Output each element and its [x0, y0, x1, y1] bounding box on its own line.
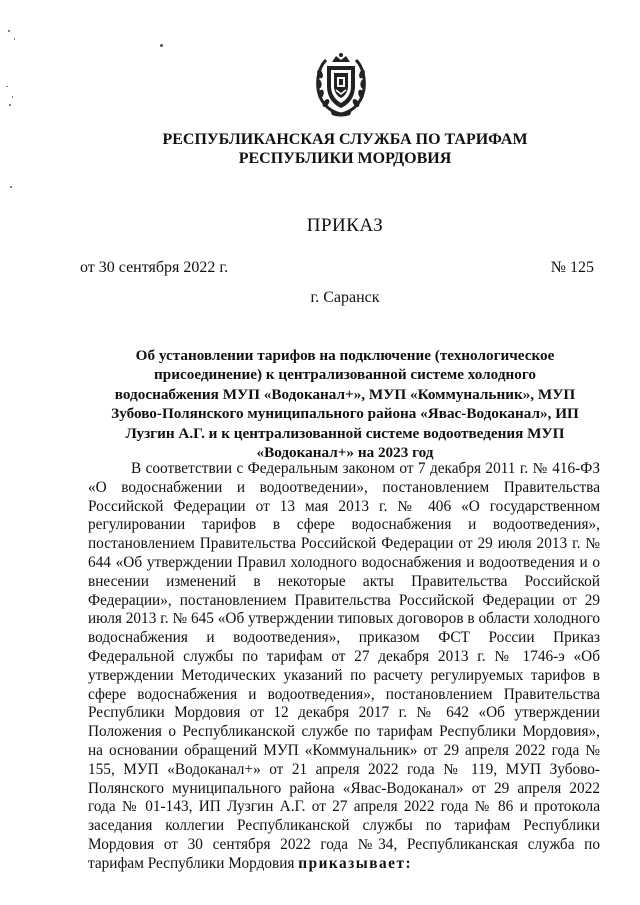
orders-word: приказывает: — [298, 854, 413, 872]
coat-of-arms-icon — [312, 52, 370, 118]
scan-speck — [160, 44, 163, 47]
scan-speck — [9, 104, 11, 106]
scan-speck — [6, 86, 8, 87]
body-paragraph — [88, 460, 600, 874]
document-body — [88, 460, 600, 874]
document-type: ПРИКАЗ — [306, 215, 384, 236]
scan-speck — [14, 38, 15, 40]
scan-speck — [10, 186, 12, 188]
document-date: от 30 сентября 2022 г. — [80, 259, 229, 276]
agency-name-line-1: РЕСПУБЛИКАНСКАЯ СЛУЖБА ПО ТАРИФАМ — [162, 131, 528, 148]
scan-speck — [12, 96, 13, 98]
agency-name-line-2: РЕСПУБЛИКИ МОРДОВИЯ — [238, 150, 452, 167]
document-subject: Об установлении тарифов на подключение (технологическое присоединение) к централизованной системе холодного водоснабжения МУП «Водоканал+», МУП «Коммунальник», МУП Зубово-Полянского муниципального района «Явас-Водоканал», ИП Лузгин А.Г. и к централизованной системе водоотведения МУП «Водоканал+» на 2023 год — [111, 347, 579, 462]
scan-speck — [8, 30, 10, 32]
body-text: В соответствии с Федеральным законом от 7 декабря 2011 г. № 416-ФЗ «О водоснабжении и водоотведении», постановлением Правительства Российской Федерации от 13 мая 2013 г. № 406 «О государственном регулировании тарифов в сфере водоснабжения и водоотведения», постановлением Правительства Российской Федерации от 29 июля 2013 г. № 644 «Об утверждении Правил холодного водоснабжения и водоотведения и о внесении изменений в некоторые акты Правительства Российской Федерации», постановлением Правительства Российской Федерации от 29 июля 2013 г. № 645 «Об утверждении типовых договоров в области холодного водоснабжения и водоотведения», приказом ФСТ России Приказ Федеральной службы по тарифам от 27 декабря 2013 г. № 1746-э «Об утверждении Методических указаний по расчету регулируемых тарифов в сфере водоснабжения и водоотведения», постановлением Правительства Республики Мордовия от 12 декабря 2017 г. № 642 «Об утверждении Положения о Республиканской службе по тарифам Республики Мордовия», на основании обращений МУП «Коммунальник» от 29 апреля 2022 года № 155, МУП «Водоканал+» от 21 апреля 2022 года № 119, МУП Зубово-Полянского муниципального района «Явас-Водоканал» от 29 апреля 2022 года № 01-143, ИП Лузгин А.Г. от 27 апреля 2022 года № 86 и протокола заседания коллегии Республиканской службы по тарифам Республики Мордовия от 30 сентября 2022 года №34, Республиканская служба по тарифам Республики Мордовия — [88, 460, 600, 872]
document-number: № 125 — [550, 259, 594, 276]
document-city: г. Саранск — [310, 289, 380, 306]
